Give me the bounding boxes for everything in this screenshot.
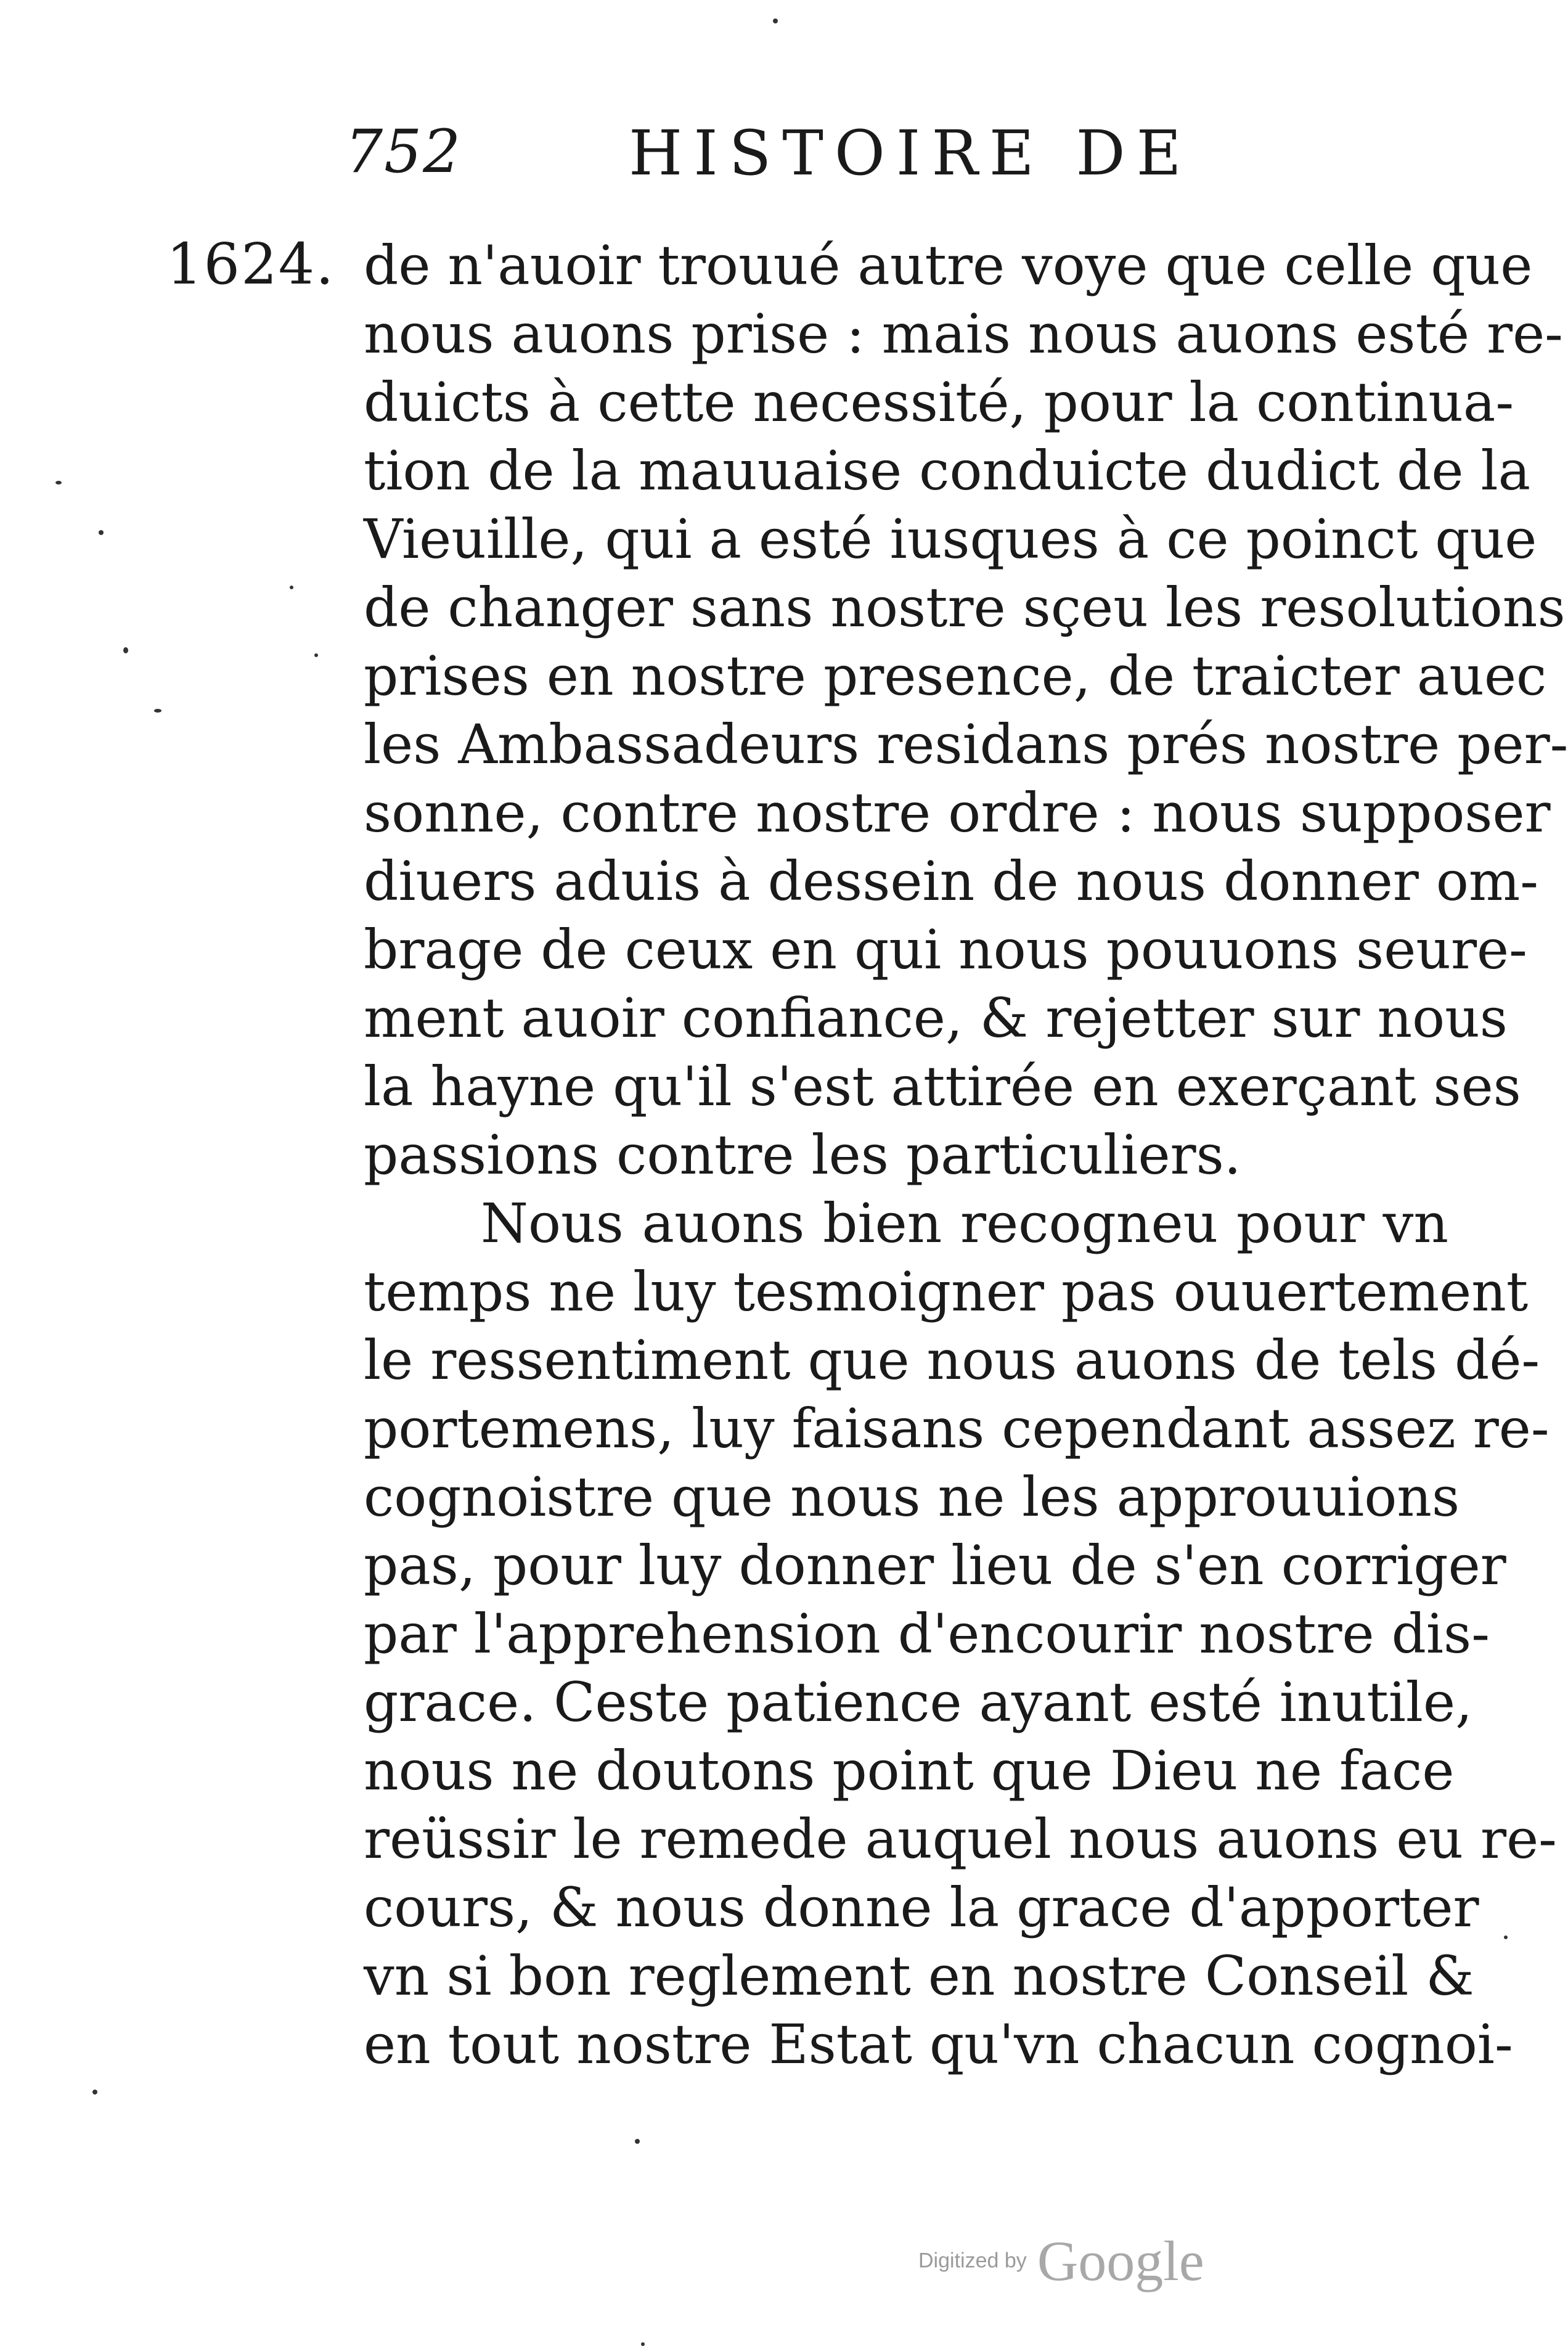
text-line: les Ambassadeurs residans prés nostre per- [364, 713, 1568, 776]
text-line: vn si bon reglement en nostre Conseil & [364, 1944, 1474, 2008]
scan-speck [314, 653, 318, 657]
scan-speck [1504, 1935, 1508, 1939]
paragraph-start-line: Nous auons bien recogneu pour vn [481, 1191, 1448, 1255]
scan-speck [92, 2090, 97, 2095]
text-line: ment auoir confiance, & rejetter sur nous [364, 986, 1508, 1050]
text-line: pas, pour luy donner lieu de s'en corriger [364, 1534, 1506, 1597]
text-line: duicts à cette necessité, pour la continua- [364, 370, 1514, 434]
text-line: le ressentiment que nous auons de tels dé- [364, 1328, 1540, 1392]
scan-speck [290, 586, 293, 589]
text-line: nous auons prise : mais nous auons esté re- [364, 302, 1563, 366]
text-line: temps ne luy tesmoigner pas ouuertement [364, 1260, 1529, 1323]
text-line: diuers aduis à dessein de nous donner om- [364, 849, 1539, 913]
running-title: HISTOIRE DE [629, 117, 1193, 189]
digitized-by-label: Digitized by [918, 2249, 1027, 2273]
page-header [345, 117, 1257, 197]
text-line: nous ne doutons point que Dieu ne face [364, 1739, 1455, 1802]
text-line: en tout nostre Estat qu'vn chacun cognoi- [364, 2013, 1513, 2076]
text-line: cours, & nous donne la grace d'apporter [364, 1876, 1479, 1939]
scan-speck [154, 709, 161, 713]
body-text [364, 231, 1568, 2078]
text-line: sonne, contre nostre ordre : nous supposer [364, 781, 1551, 844]
text-line: portemens, luy faisans cependant assez re- [364, 1397, 1550, 1460]
scan-speck [773, 18, 778, 23]
text-line: la hayne qu'il s'est attirée en exerçant ses [364, 1055, 1521, 1118]
margin-year: 1624. [166, 231, 335, 297]
text-line: par l'apprehension d'encourir nostre dis- [364, 1602, 1490, 1665]
text-line: passions contre les particuliers. [364, 1123, 1241, 1187]
scan-speck [635, 2139, 640, 2144]
digitized-by-google-watermark [918, 2228, 1204, 2302]
text-line: de changer sans nostre sçeu les resolutions [364, 576, 1566, 639]
scan-speck [641, 2342, 645, 2346]
text-line: grace. Ceste patience ayant esté inutile, [364, 1670, 1473, 1734]
text-line: brage de ceux en qui nous pouuons seure- [364, 918, 1527, 981]
scan-speck [99, 530, 104, 535]
text-line: prises en nostre presence, de traicter auec [364, 644, 1547, 708]
text-line: reüssir le remede auquel nous auons eu re- [364, 1807, 1557, 1871]
google-logo: Google [1037, 2230, 1204, 2292]
scan-speck [55, 481, 62, 484]
text-line: cognoistre que nous ne les approuuions [364, 1465, 1460, 1529]
scan-speck [123, 647, 128, 653]
page-number: 752 [345, 117, 462, 186]
text-line: tion de la mauuaise conduicte dudict de la [364, 439, 1531, 502]
text-line: Vieuille, qui a esté iusques à ce poinct que [364, 507, 1537, 571]
text-line: de n'auoir trouué autre voye que celle que [364, 234, 1533, 297]
